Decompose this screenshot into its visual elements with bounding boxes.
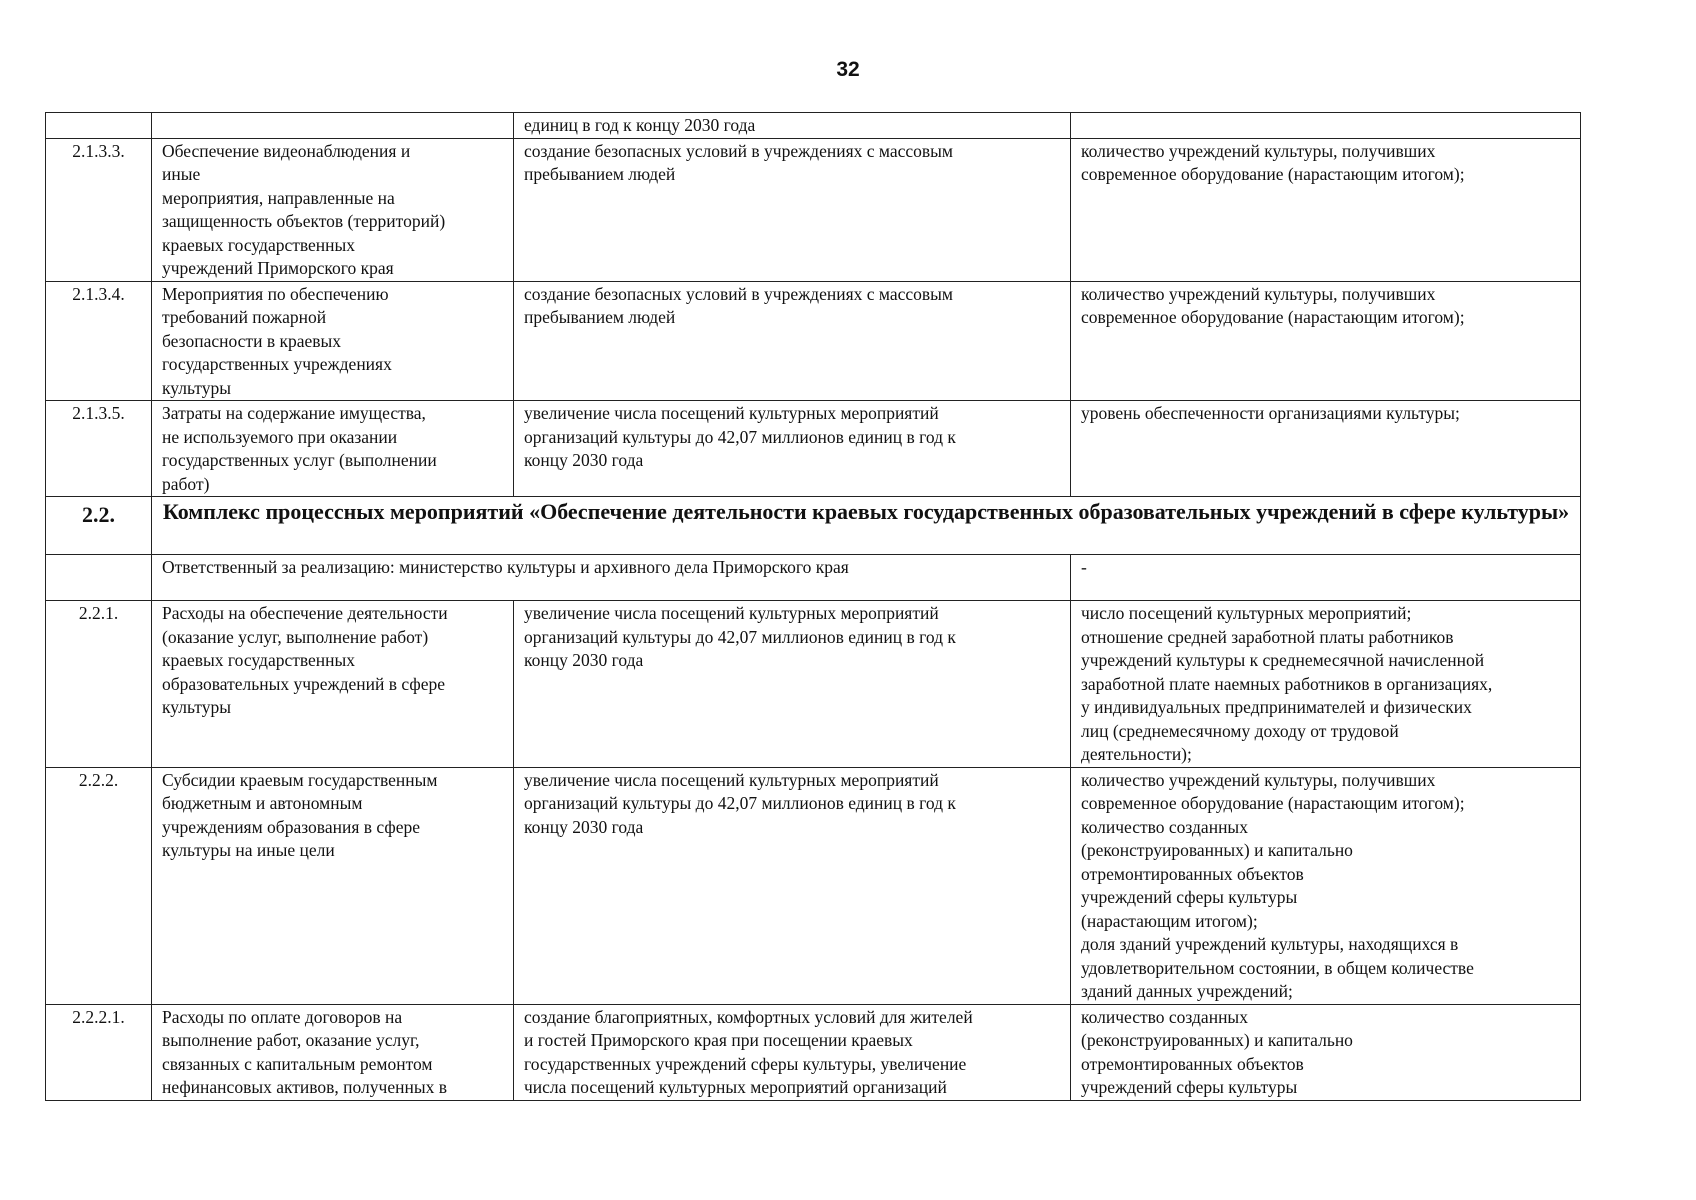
row-number: 2.2.2.1. [46,1004,152,1100]
activity-indicator: количество созданных (реконструированных) и капитально отремонтированных объектов учреждений сферы культуры [1071,1004,1581,1100]
responsible-text: Ответственный за реализацию: министерство культуры и архивного дела Приморского края [152,555,1071,601]
activity-indicator: число посещений культурных мероприятий; отношение средней заработной платы работников учреждений культуры к среднемесячной начисленной заработной плате наемных работников в организациях, у индивидуальных предпринимателей и физических лиц (среднемесячному доходу от трудовой деятельности); [1071,601,1581,768]
activity-indicator: количество учреждений культуры, получивших современное оборудование (нарастающим итогом); [1071,281,1581,401]
section-header-row [46,497,1581,555]
activity-name: Расходы на обеспечение деятельности (оказание услуг, выполнение работ) краевых государственных образовательных учреждений в сфере культуры [152,601,514,768]
row-number: 2.1.3.4. [46,281,152,401]
table-row [46,281,1581,401]
activity-result: единиц в год к концу 2030 года [514,113,1071,139]
activity-indicator [1071,113,1581,139]
activity-indicator: уровень обеспеченности организациями культуры; [1071,401,1581,497]
table-row [46,113,1581,139]
section-title: Комплекс процессных мероприятий «Обеспечение деятельности краевых государственных образовательных учреждений в сфере культуры» [152,497,1581,555]
activity-name: Затраты на содержание имущества, не используемого при оказании государственных услуг (выполнении работ) [152,401,514,497]
activity-result: увеличение числа посещений культурных мероприятий организаций культуры до 42,07 миллионов единиц в год к концу 2030 года [514,601,1071,768]
table-row [46,401,1581,497]
table-row [46,767,1581,1004]
activity-indicator: количество учреждений культуры, получивших современное оборудование (нарастающим итогом); количество созданных (реконструированных) и капитально отремонтированных объектов учреждений сферы культуры (нарастающим итогом); доля зданий учреждений культуры, находящихся в удовлетворительном состоянии, в общем количестве зданий данных учреждений; [1071,767,1581,1004]
activity-result: увеличение числа посещений культурных мероприятий организаций культуры до 42,07 миллионов единиц в год к концу 2030 года [514,767,1071,1004]
activity-name: Субсидии краевым государственным бюджетным и автономным учреждениям образования в сфере культуры на иные цели [152,767,514,1004]
activity-result: создание безопасных условий в учреждениях с массовым пребыванием людей [514,138,1071,281]
table-row [46,601,1581,768]
row-number: 2.2.1. [46,601,152,768]
activity-result: создание благоприятных, комфортных условий для жителей и гостей Приморского края при посещении краевых государственных учреждений сферы культуры, увеличение числа посещений культурных мероприятий организаций [514,1004,1071,1100]
row-number [46,555,152,601]
responsible-row [46,555,1581,601]
activity-result: создание безопасных условий в учреждениях с массовым пребыванием людей [514,281,1071,401]
row-number: 2.1.3.3. [46,138,152,281]
section-number: 2.2. [46,497,152,555]
activity-indicator: количество учреждений культуры, получивших современное оборудование (нарастающим итогом); [1071,138,1581,281]
activity-result: увеличение числа посещений культурных мероприятий организаций культуры до 42,07 миллионов единиц в год к концу 2030 года [514,401,1071,497]
table-row [46,138,1581,281]
row-number: 2.1.3.5. [46,401,152,497]
activity-name: Расходы по оплате договоров на выполнение работ, оказание услуг, связанных с капитальным ремонтом нефинансовых активов, полученных в [152,1004,514,1100]
program-activities-table [45,112,1581,1101]
page-number: 32 [836,58,860,81]
responsible-indicator: - [1071,555,1581,601]
row-number: 2.2.2. [46,767,152,1004]
activity-name: Обеспечение видеонаблюдения и иные мероприятия, направленные на защищенность объектов (территорий) краевых государственных учреждений Приморского края [152,138,514,281]
activity-name [152,113,514,139]
activity-name: Мероприятия по обеспечению требований пожарной безопасности в краевых государственных учреждениях культуры [152,281,514,401]
row-number [46,113,152,139]
table-row [46,1004,1581,1100]
